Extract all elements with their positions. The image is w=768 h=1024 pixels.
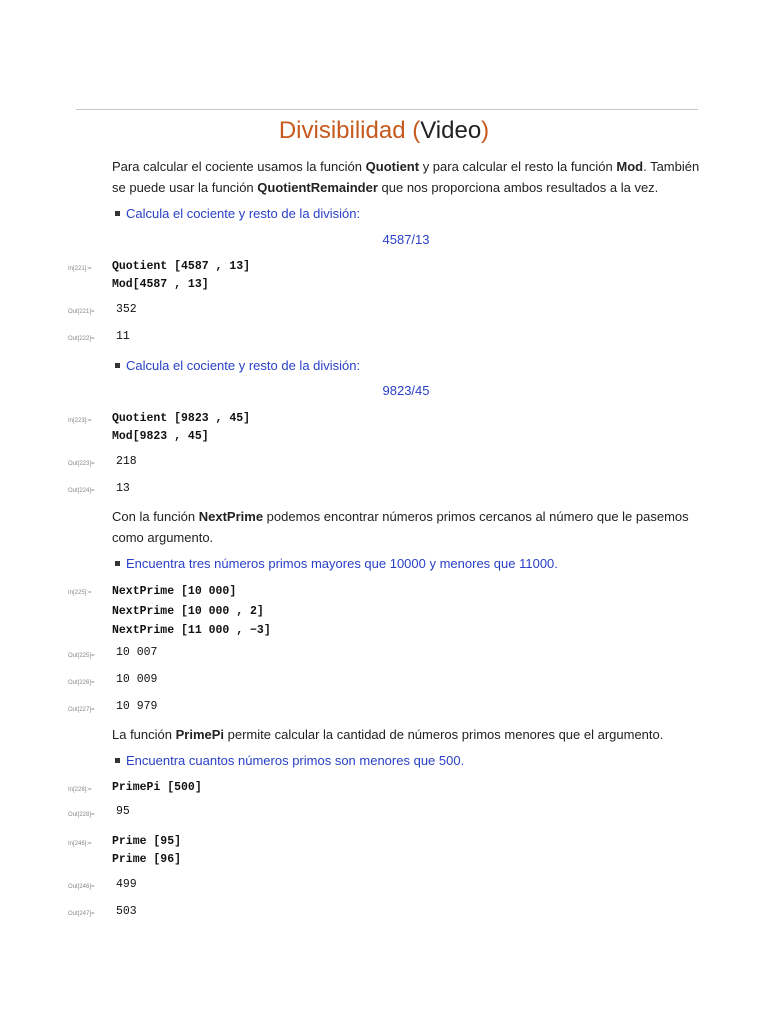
output-label: Out[221]= (68, 309, 95, 315)
section-divider (76, 109, 698, 110)
page-title (0, 114, 768, 148)
exercise-text: Calcula el cociente y resto de la división: (126, 206, 361, 221)
code-line: Quotient [4587 , 13] (112, 260, 251, 273)
input-label: In[228]:= (68, 787, 92, 793)
input-label: In[221]:= (68, 266, 92, 272)
code-line: Prime [96] (112, 853, 182, 866)
title-paren-open: ( (405, 117, 421, 144)
exercise-bullet (115, 752, 464, 770)
input-label: In[223]:= (68, 418, 92, 424)
title-text: Divisibilidad (278, 117, 406, 144)
exercise-text: Encuentra cuantos números primos son menores que 500. (126, 753, 465, 768)
code-line: NextPrime [10 000 , 2] (112, 604, 264, 618)
output-label: Out[224]= (68, 488, 95, 494)
code-line: NextPrime [11 000 , −3] (112, 624, 271, 637)
exercise-bullet (115, 555, 558, 573)
code-line: Mod[4587 , 13] (112, 278, 209, 291)
output-cell: 10 009 (116, 673, 158, 686)
output-cell: 218 (116, 455, 137, 468)
bullet-square-icon (115, 211, 120, 216)
exercise-bullet (115, 205, 360, 223)
nextprime-paragraph: Con la función NextPrime podemos encontrar números primos cercanos al número que le pasemos como argumento. (112, 509, 689, 545)
bullet-square-icon (115, 758, 120, 763)
input-label: In[225]:= (68, 590, 92, 596)
bullet-square-icon (115, 561, 120, 566)
bullet-square-icon (115, 363, 120, 368)
function-name-mod: Mod (616, 159, 644, 174)
output-cell: 503 (116, 905, 137, 918)
input-cell[interactable] (112, 410, 250, 446)
output-label: Out[227]= (68, 707, 95, 713)
output-cell: 499 (116, 878, 137, 891)
output-label: Out[223]= (68, 461, 95, 467)
output-label: Out[246]= (68, 884, 95, 890)
output-cell: 95 (116, 805, 130, 818)
output-cell: 10 979 (116, 700, 158, 713)
code-line: PrimePi [500] (112, 781, 202, 794)
input-label: In[246]:= (68, 841, 92, 847)
exercise-text: Encuentra tres números primos mayores que 10000 y menores que 11000. (126, 556, 558, 571)
output-cell: 13 (116, 482, 130, 495)
input-cell[interactable] (112, 258, 250, 294)
intro-paragraph: Para calcular el cociente usamos la función Quotient y para calcular el resto la función Mod. También se puede usar la función QuotientRemainder que nos proporciona ambos resultados a la vez. (112, 159, 700, 195)
title-paren-close: ) (481, 117, 490, 144)
primepi-paragraph: La función PrimePi permite calcular la cantidad de números primos menores que el argumento. (112, 727, 664, 742)
function-name-quotient: Quotient (365, 159, 420, 174)
code-line: Prime [95] (112, 835, 182, 848)
output-label: Out[225]= (68, 653, 95, 659)
output-label: Out[228]= (68, 812, 95, 818)
output-label: Out[247]= (68, 911, 95, 917)
output-cell: 11 (116, 330, 130, 343)
video-link[interactable]: Video (420, 117, 482, 144)
input-cell[interactable] (112, 833, 181, 869)
function-name-primepi: PrimePi (175, 727, 225, 742)
division-expression: 4587/13 (382, 232, 430, 247)
function-name-nextprime: NextPrime (198, 509, 264, 524)
function-name-quotientremainder: QuotientRemainder (257, 179, 378, 195)
input-cell[interactable] (112, 582, 271, 641)
exercise-text: Calcula el cociente y resto de la división: (126, 358, 361, 373)
code-line: NextPrime [10 000] (112, 585, 237, 598)
code-line: Quotient [9823 , 45] (112, 412, 251, 425)
exercise-bullet (115, 357, 360, 375)
input-cell[interactable] (112, 779, 202, 797)
division-expression: 9823/45 (382, 383, 430, 398)
output-label: Out[226]= (68, 680, 95, 686)
output-label: Out[222]= (68, 336, 95, 342)
output-cell: 352 (116, 303, 137, 316)
output-cell: 10 007 (116, 646, 158, 659)
code-line: Mod[9823 , 45] (112, 430, 209, 443)
